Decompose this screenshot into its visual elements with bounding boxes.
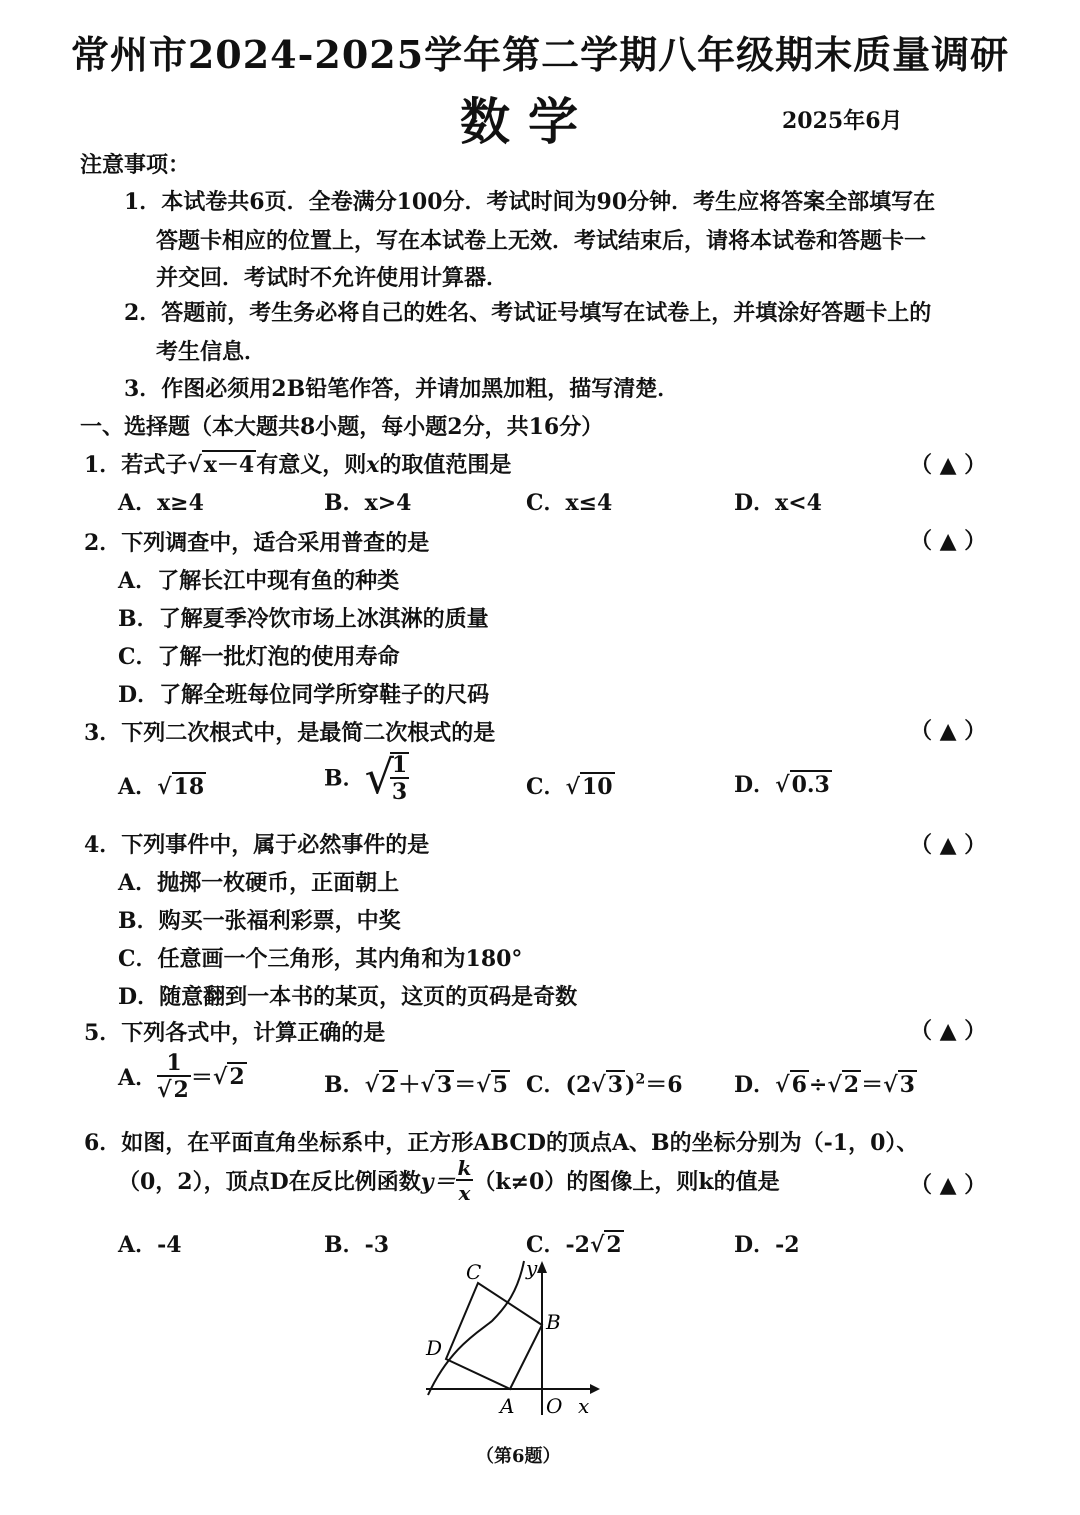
q6-option-c: C．-2√2: [526, 1232, 622, 1258]
q1-option-c: C．x≤4: [526, 490, 613, 516]
q1-option-a: A．x≥4: [118, 490, 204, 516]
q5-option-c: C．$(2√3)^2=6$: [526, 1071, 683, 1098]
q4-option-a: A．抛掷一枚硬币，正面朝上: [118, 870, 400, 896]
x-axis-arrow-icon: [590, 1384, 600, 1394]
figure-caption: （第6题）: [476, 1446, 561, 1467]
subject-title: 数学: [460, 92, 596, 151]
q2-stem: 2．下列调查中，适合采用普查的是: [84, 530, 430, 556]
q3-option-c: C．√10: [526, 774, 613, 800]
q2-option-a: A．了解长江中现有鱼的种类: [118, 568, 400, 594]
q5-option-a: A． $\frac{1}{√2}$ ＝√2: [118, 1050, 245, 1103]
q1-radical: √x－4: [187, 452, 255, 478]
q3-stem: 3．下列二次根式中，是最简二次根式的是: [84, 720, 496, 746]
q4-option-d: D．随意翻到一本书的某页，这页的页码是奇数: [118, 984, 578, 1010]
q3-option-a: A．√18: [118, 774, 205, 800]
label-x: x: [578, 1394, 590, 1418]
q6-stem-line2: （0，2），顶点D在反比例函数y＝ $\frac{k}{x}$ （k≠0）的图像上，则k的值是: [118, 1156, 780, 1205]
note-line-4: 2．答题前，考生务必将自己的姓名、考试证号填写在试卷上，并填涂好答题卡上的: [124, 300, 932, 326]
q1-answer-blank: （ ▲ ）: [910, 452, 987, 478]
note-line-3: 并交回．考试时不允许使用计算器．: [156, 265, 509, 291]
label-d: D: [426, 1336, 443, 1360]
q2-option-b: B．了解夏季冷饮市场上冰淇淋的质量: [118, 606, 489, 632]
square-abcd: [446, 1283, 542, 1389]
exam-date: 2025年6月: [782, 108, 903, 134]
label-c: C: [466, 1260, 482, 1284]
q3-answer-blank: （ ▲ ）: [910, 718, 987, 744]
q5-option-b: B．√2＋√3＝√5: [324, 1072, 508, 1098]
q5-stem: 5．下列各式中，计算正确的是: [84, 1020, 386, 1046]
q2-option-d: D．了解全班每位同学所穿鞋子的尺码: [118, 682, 490, 708]
y-axis-arrow-icon: [537, 1261, 547, 1273]
q1-stem: 1．若式子√x－4有意义，则x的取值范围是: [84, 448, 511, 479]
q6-option-d: D．-2: [734, 1232, 800, 1258]
q2-option-c: C．了解一批灯泡的使用寿命: [118, 644, 400, 670]
q6-figure: [420, 1255, 610, 1430]
q5-answer-blank: （ ▲ ）: [910, 1018, 987, 1044]
q4-stem: 4．下列事件中，属于必然事件的是: [84, 832, 430, 858]
q4-option-c: C．任意画一个三角形，其内角和为180°: [118, 946, 523, 972]
q3-option-b: B．√ $\frac{1}{3}$: [324, 750, 408, 805]
q1-option-d: D．x<4: [734, 490, 822, 516]
section-heading: 一、选择题（本大题共8小题，每小题2分，共16分）: [80, 414, 604, 440]
label-y: y: [526, 1256, 538, 1280]
label-a: A: [500, 1394, 515, 1418]
label-b: B: [546, 1310, 561, 1334]
q5-option-d: D．√6÷√2＝√3: [734, 1072, 915, 1098]
q6-answer-blank: （ ▲ ）: [910, 1172, 987, 1198]
note-line-2: 答题卡相应的位置上，写在本试卷上无效．考试结束后，请将本试卷和答题卡一: [156, 228, 927, 254]
q6-stem-line1: 6．如图，在平面直角坐标系中，正方形ABCD的顶点A、B的坐标分别为（-1，0）、: [84, 1130, 919, 1156]
q2-answer-blank: （ ▲ ）: [910, 528, 987, 554]
note-line-1: 1．本试卷共6页．全卷满分100分．考试时间为90分钟．考生应将答案全部填写在: [124, 189, 936, 215]
q4-option-b: B．购买一张福利彩票，中奖: [118, 908, 401, 934]
q6-option-b: B．-3: [324, 1232, 390, 1258]
note-line-5: 考生信息．: [156, 339, 267, 365]
q1-option-b: B．x>4: [324, 490, 412, 516]
q6-option-a: A．-4: [118, 1232, 182, 1258]
q3-option-d: D．√0.3: [734, 772, 830, 798]
exam-title: 常州市2024-2025学年第二学期八年级期末质量调研: [70, 32, 1010, 77]
notes-heading: 注意事项：: [80, 152, 191, 178]
q4-answer-blank: （ ▲ ）: [910, 832, 987, 858]
label-o: O: [546, 1394, 563, 1418]
note-line-6: 3．作图必须用2B铅笔作答，并请加黑加粗，描写清楚．: [124, 376, 680, 402]
